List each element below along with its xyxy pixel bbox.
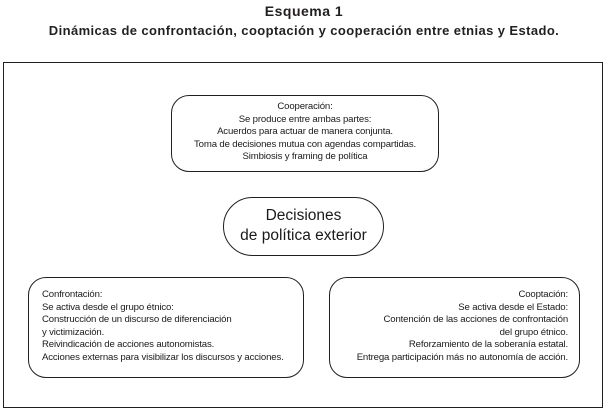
cooperacion-line: Se produce entre ambas partes: bbox=[238, 113, 372, 125]
cooptacion-line: Se activa desde el Estado: bbox=[458, 301, 568, 313]
cooptacion-line: del grupo étnico. bbox=[499, 326, 568, 338]
confrontacion-line: Reivindicación de acciones autonomistas. bbox=[42, 339, 215, 351]
confrontacion-line: y victimización. bbox=[42, 326, 105, 338]
confrontacion-line: Se activa desde el grupo étnico: bbox=[42, 301, 174, 313]
cooptacion-line: Contención de las acciones de confrontación bbox=[383, 314, 568, 326]
cooperacion-heading: Cooperación: bbox=[277, 101, 333, 112]
confrontacion-box bbox=[28, 277, 304, 378]
confrontacion-line: Construcción de un discurso de diferenciación bbox=[42, 314, 232, 326]
cooptacion-heading: Cooptación: bbox=[518, 289, 568, 300]
confrontacion-heading: Confrontación: bbox=[42, 289, 103, 300]
figure-title: Esquema 1 bbox=[264, 3, 344, 19]
cooptacion-line: Entrega participación más no autonomía de acción. bbox=[356, 351, 568, 363]
cooptacion-line: Reforzamiento de la soberanía estatal. bbox=[408, 339, 568, 351]
figure-subtitle: Dinámicas de confrontación, cooptación y cooperación entre etnias y Estado. bbox=[48, 23, 560, 38]
center-line: Decisiones bbox=[265, 207, 342, 224]
decisiones-politica-exterior-box bbox=[223, 197, 384, 256]
center-line: de política exterior bbox=[240, 227, 367, 244]
cooperacion-line: Acuerdos para actuar de manera conjunta. bbox=[217, 126, 393, 138]
cooperacion-line: Toma de decisiones mutua con agendas compartidas. bbox=[194, 138, 416, 150]
cooperacion-line: Simbiosis y framing de política bbox=[242, 151, 368, 163]
cooptacion-box bbox=[329, 277, 580, 378]
confrontacion-line: Acciones externas para visibilizar los discursos y acciones. bbox=[42, 351, 284, 363]
cooperacion-box bbox=[171, 95, 439, 172]
